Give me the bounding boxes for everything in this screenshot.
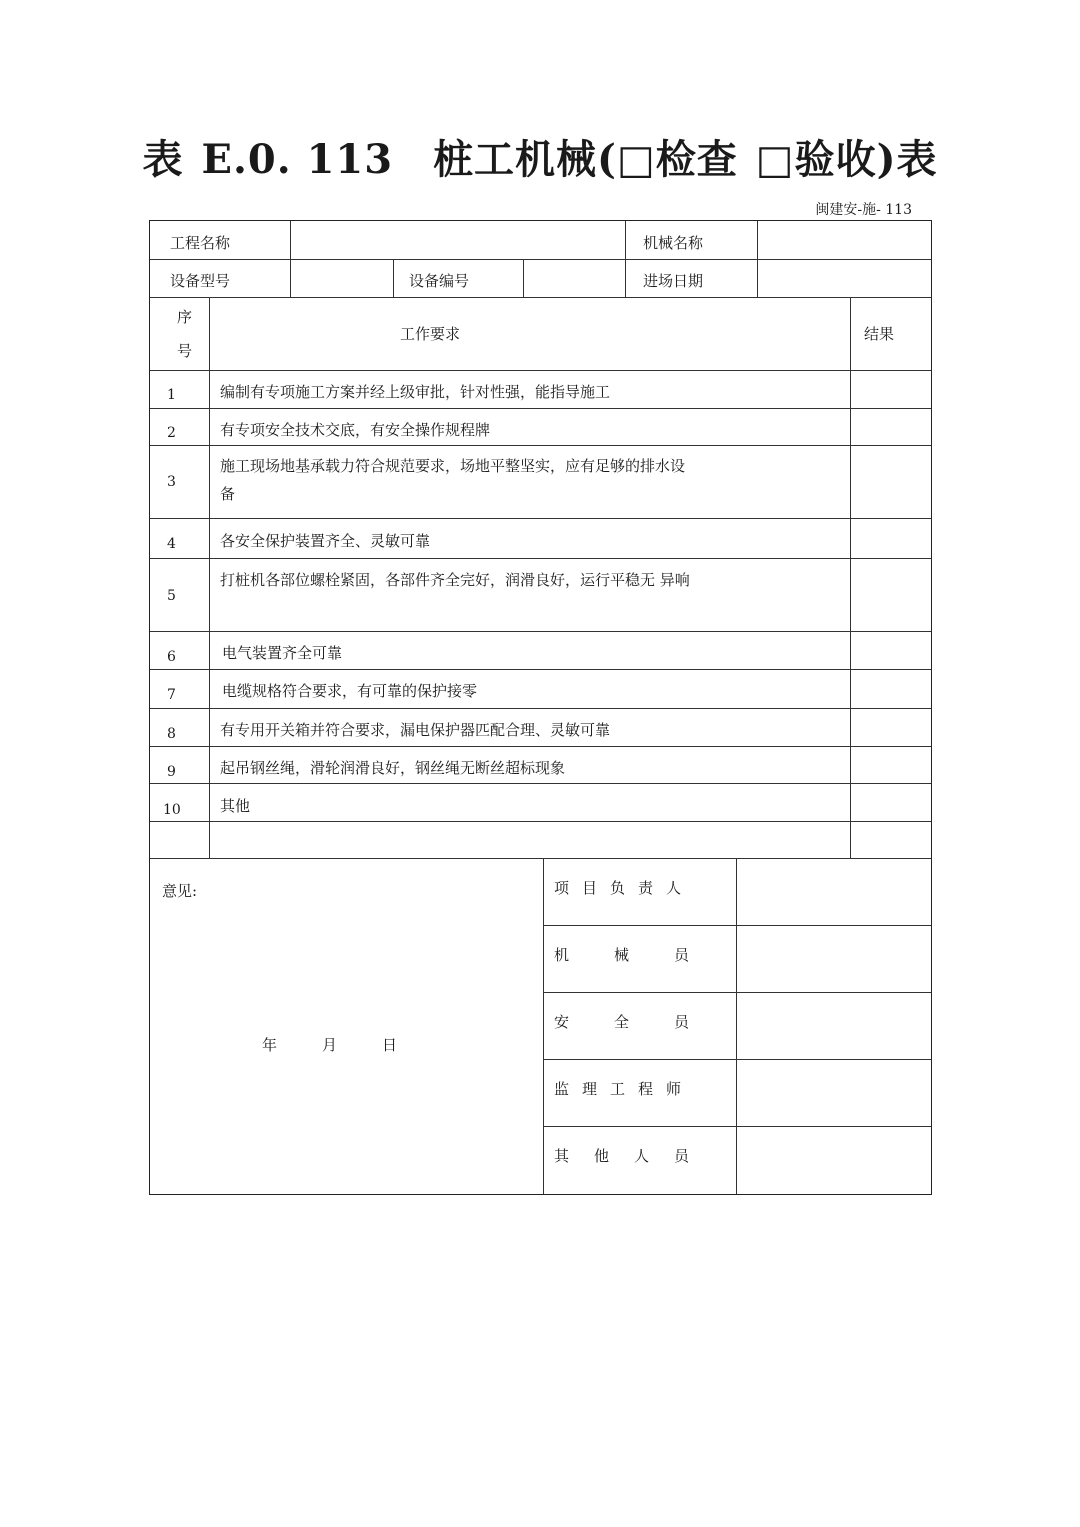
model-label: 设备型号 <box>170 272 231 290</box>
accept-checkbox[interactable]: □ <box>755 136 795 183</box>
row-2-seq: 2 <box>167 425 176 441</box>
sign-role-others: 其他人员 <box>554 1147 689 1165</box>
equipment-no-label: 设备编号 <box>409 272 470 290</box>
form-title <box>0 132 1080 188</box>
title-number: E.0. 113 <box>201 136 394 183</box>
row-9-requirement: 起吊钢丝绳，滑轮润滑良好，钢丝绳无断丝超标现象 <box>220 759 566 777</box>
title-name: 桩工机械( <box>433 136 617 183</box>
row-10-seq: 10 <box>163 802 181 818</box>
inspection-table <box>149 220 932 1195</box>
row-8-seq: 8 <box>167 726 176 742</box>
machine-name-label: 机械名称 <box>643 234 704 252</box>
accept-label: 验收)表 <box>794 136 938 183</box>
row-5-requirement: 打桩机各部位螺栓紧固，各部件齐全完好，润滑良好，运行平稳无 异响 <box>220 571 690 589</box>
form-code: 闽建安-施- 113 <box>815 202 912 218</box>
requirement-header: 工作要求 <box>400 325 461 343</box>
seq-header-top: 序 <box>177 308 193 326</box>
sign-role-supervisor: 监理工程师 <box>554 1080 695 1098</box>
opinion-month: 月 <box>322 1036 338 1054</box>
project-name-label: 工程名称 <box>170 234 231 252</box>
opinion-label: 意见: <box>162 882 198 900</box>
seq-header-bottom: 号 <box>177 342 193 360</box>
row-9-seq: 9 <box>167 764 176 780</box>
row-3-seq: 3 <box>167 474 176 490</box>
title-prefix: 表 <box>142 136 184 183</box>
sign-role-machinery: 机械员 <box>554 946 689 964</box>
row-1-seq: 1 <box>167 387 176 403</box>
row-4-requirement: 各安全保护装置齐全、灵敏可靠 <box>220 532 431 550</box>
sign-role-safety: 安全员 <box>554 1013 689 1031</box>
check-checkbox[interactable]: □ <box>617 136 656 183</box>
row-10-requirement: 其他 <box>220 797 251 815</box>
row-7-requirement: 电缆规格符合要求，有可靠的保护接零 <box>222 682 478 700</box>
row-8-requirement: 有专用开关箱并符合要求，漏电保护器匹配合理、灵敏可靠 <box>220 721 611 739</box>
row-6-seq: 6 <box>167 649 176 665</box>
sign-role-project-lead: 项目负责人 <box>554 879 695 897</box>
result-header: 结果 <box>864 325 895 343</box>
opinion-year: 年 <box>262 1036 278 1054</box>
entry-date-label: 进场日期 <box>643 272 704 290</box>
check-label: 检查 <box>655 136 738 183</box>
row-2-requirement: 有专项安全技术交底，有安全操作规程牌 <box>220 421 491 439</box>
row-5-seq: 5 <box>167 588 176 604</box>
row-6-requirement: 电气装置齐全可靠 <box>222 644 343 662</box>
row-1-requirement: 编制有专项施工方案并经上级审批，针对性强，能指导施工 <box>220 383 611 401</box>
row-4-seq: 4 <box>167 536 176 552</box>
row-7-seq: 7 <box>167 687 176 703</box>
row-3-requirement: 施工现场地基承载力符合规范要求，场地平整坚实，应有足够的排水设备 <box>220 457 686 503</box>
opinion-day: 日 <box>382 1036 398 1054</box>
